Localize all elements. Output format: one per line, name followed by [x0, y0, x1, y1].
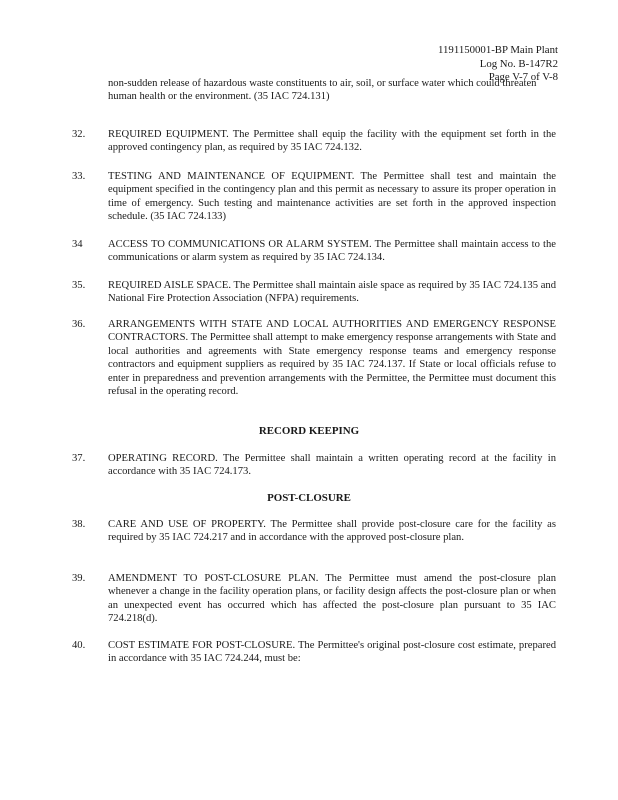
permit-number: 1191150001-BP Main Plant: [438, 44, 558, 56]
log-number: Log No. B-147R2: [479, 57, 558, 70]
condition-number: 33.: [72, 171, 86, 182]
condition-number: 39.: [72, 573, 86, 584]
condition-text: CARE AND USE OF PROPERTY. The Permittee shall provide post-closure care for the facility as required by 35 IAC 724.217 and in accordance with the approved post-closure plan.: [108, 519, 556, 544]
continuation-paragraph: non-sudden release of hazardous waste constituents to air, soil, or surface water which could threaten human health or the environment. (35 IAC 724.131): [108, 78, 537, 103]
condition-number: 34: [72, 239, 83, 250]
condition-number: 35.: [72, 280, 86, 291]
condition-text: TESTING AND MAINTENANCE OF EQUIPMENT. The Permittee shall test and maintain the equipment specified in the contingency plan and this permit as necessary to assure its proper operation in time of emergency. Such testing and maintenance activities are set forth in the approved inspection schedule. (35 IAC 724.133): [108, 171, 556, 223]
section-heading-post-closure: POST-CLOSURE: [267, 492, 351, 504]
page-number: Page V-7 of V-8: [488, 71, 558, 83]
condition-text: COST ESTIMATE FOR POST-CLOSURE. The Permittee's original post-closure cost estimate, prepared in accordance with 35 IAC 724.244, must be:: [108, 640, 556, 665]
condition-number: 36.: [72, 319, 86, 330]
condition-number: 32.: [72, 129, 86, 140]
condition-text: REQUIRED EQUIPMENT. The Permittee shall equip the facility with the equipment set forth in the approved contingency plan, as required by 35 IAC 724.132.: [108, 129, 556, 154]
section-heading-record-keeping: RECORD KEEPING: [258, 425, 360, 437]
condition-text: ACCESS TO COMMUNICATIONS OR ALARM SYSTEM. The Permittee shall maintain access to the communications or alarm system as required by 35 IAC 724.134.: [108, 239, 556, 264]
condition-number: 37.: [72, 453, 86, 464]
condition-text: OPERATING RECORD. The Permittee shall maintain a written operating record at the facility in accordance with 35 IAC 724.173.: [108, 453, 556, 478]
condition-text: AMENDMENT TO POST-CLOSURE PLAN. The Permittee must amend the post-closure plan whenever a change in the facility operation plans, or facility design affects the post-closure plan or when an unexpected event has occurred which has affected the post-closure plan pursuant to 35 IAC 724.218(d).: [108, 573, 556, 625]
condition-number: 40.: [72, 640, 86, 651]
condition-text: ARRANGEMENTS WITH STATE AND LOCAL AUTHORITIES AND EMERGENCY RESPONSE CONTRACTORS. The Permittee shall attempt to make emergency response arrangements with State and local authorities and agreements with State emergency response teams and emergency response contractors and equipment suppliers as required by 35 IAC 724.137. If State or local officials refuse to enter in preparedness and prevention arrangements with the Permittee, the Permittee must document this refusal in the operating record.: [108, 319, 556, 398]
condition-number: 38.: [72, 519, 86, 530]
condition-text: REQUIRED AISLE SPACE. The Permittee shall maintain aisle space as required by 35 IAC 724.135 and National Fire Protection Association (NFPA) requirements.: [108, 280, 556, 305]
